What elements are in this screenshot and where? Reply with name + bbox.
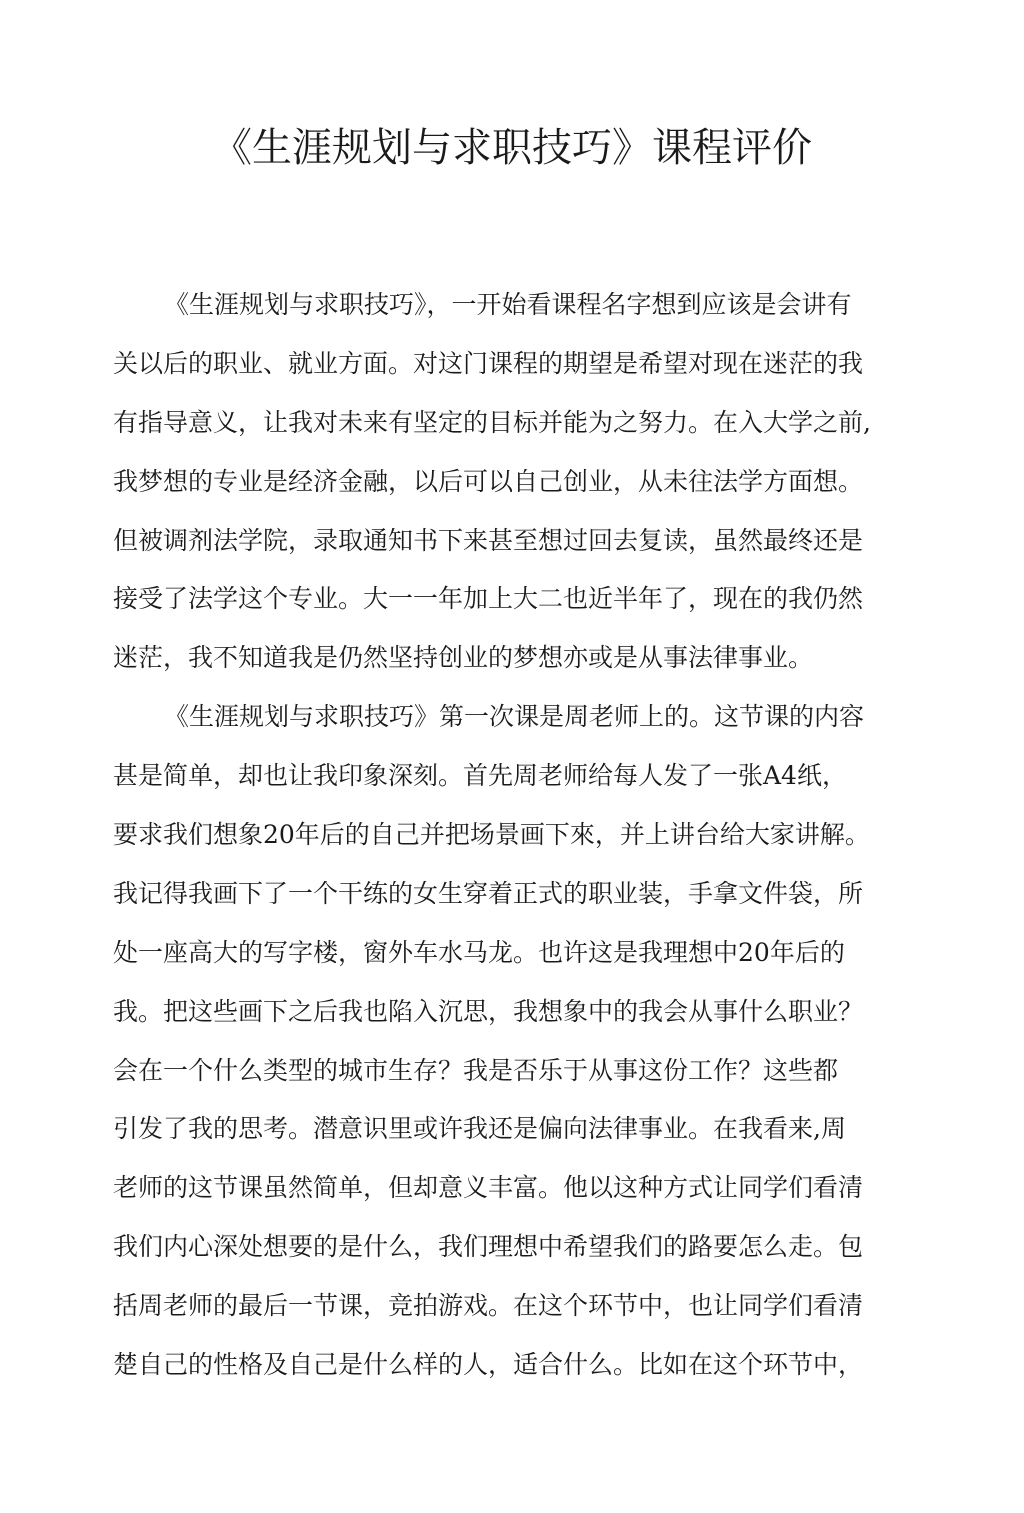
text-line: 处一座高大的写字楼，窗外车水马龙。也许这是我理想中20年后的 (113, 937, 845, 967)
text-line: 《生涯规划与求职技巧》第一次课是周老师上的。这节课的内容 (164, 702, 865, 732)
document-title: 《生涯规划与求职技巧》课程评价 (212, 125, 812, 171)
text-line: 老师的这节课虽然简单，但却意义丰富。他以这种方式让同学们看清 (113, 1173, 864, 1203)
text-line: 我记得我画下了一个干练的女生穿着正式的职业装，手拿文件袋，所 (113, 878, 864, 908)
text-line: 会在一个什么类型的城市生存？我是否乐于从事这份工作？这些都 (113, 1055, 839, 1085)
text-line: 我。把这些画下之后我也陷入沉思，我想象中的我会从事什么职业？ (113, 996, 864, 1026)
text-line: 接受了法学这个专业。大一一年加上大二也近半年了，现在的我仍然 (113, 584, 864, 614)
text-line: 但被调剂法学院，录取通知书下来甚至想过回去复读，虽然最终还是 (113, 525, 864, 555)
text-line: 要求我们想象20年后的自己并把场景画下來，并上讲台给大家讲解。 (113, 820, 870, 850)
text-line: 括周老师的最后一节课，竞拍游戏。在这个环节中，也让同学们看清 (113, 1291, 864, 1321)
text-line: 引发了我的思考。潜意识里或许我还是偏向法律事业。在我看来,周 (113, 1114, 846, 1144)
text-line: 我们内心深处想要的是什么，我们理想中希望我们的路要怎么走。包 (113, 1232, 864, 1262)
document-body (113, 276, 913, 1395)
text-line: 关以后的职业、就业方面。对这门课程的期望是希望对现在迷茫的我 (113, 348, 864, 378)
text-line: 有指导意义，让我对未来有坚定的目标并能为之努力。在入大学之前, (113, 407, 871, 437)
text-line: 楚自己的性格及自己是什么样的人，适合什么。比如在这个环节中， (113, 1350, 864, 1380)
text-line: 迷茫，我不知道我是仍然坚持创业的梦想亦或是从事法律事业。 (113, 643, 814, 673)
text-line: 甚是简单，却也让我印象深刻。首先周老师给每人发了一张A4纸， (113, 761, 847, 791)
text-line: 我梦想的专业是经济金融，以后可以自己创业，从未往法学方面想。 (113, 466, 864, 496)
text-line: 《生涯规划与求职技巧》，一开始看课程名字想到应该是会讲有 (164, 290, 852, 319)
